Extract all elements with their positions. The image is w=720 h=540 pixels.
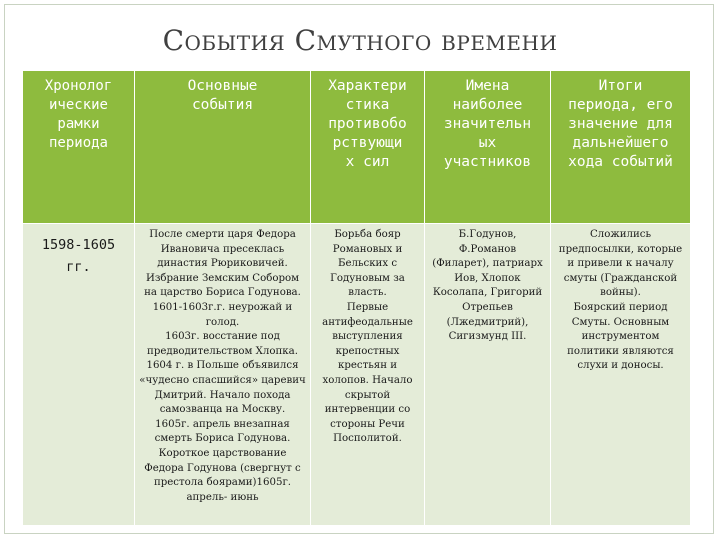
cell-participants: Б.Годунов, Ф.Романов (Филарет), патриарх Иов, Хлопок Косолапа, Григорий Отрепьев (Лжедмитрий), Сигизмунд III. [425, 224, 551, 526]
header-forces: Характери стика противобо рствующи х сил [311, 71, 425, 224]
cell-period: 1598-1605 гг. [23, 224, 135, 526]
header-period: Хронолог ические рамки периода [23, 71, 135, 224]
cell-forces: Борьба бояр Романовых и Бельских с Годуновым за власть. Первые антифеодальные выступления крепостных крестьян и холопов. Начало скрытой интервенции со стороны Речи Посполитой. [311, 224, 425, 526]
header-participants: Имена наиболее значительн ых участников [425, 71, 551, 224]
cell-results: Сложились предпосылки, которые и привели к началу смуты (Гражданской войны). Боярский период Смуты. Основным инструментом политики являются слухи и доносы. [551, 224, 691, 526]
cell-events: После смерти царя Федора Ивановича пресеклась династия Рюриковичей. Избрание Земским Собором на царство Бориса Годунова. 1601-1603г.г. неурожай и голод. 1603г. восстание под предводительством Хлопка. 1604 г. в Польше объявился «чудесно спасшийся» царевич Дмитрий. Начало похода самозванца на Москву. 1605г. апрель внезапная смерть Бориса Годунова. Короткое царствование Федора Годунова (свергнут с престола боярами)1605г. апрель- июнь [135, 224, 311, 526]
header-events: Основные события [135, 71, 311, 224]
header-results: Итоги периода, его значение для дальнейшего хода событий [551, 71, 691, 224]
page-title: События Смутного времени [162, 24, 558, 57]
table-header-row [23, 71, 691, 224]
events-table [22, 70, 691, 526]
table-row [23, 224, 691, 526]
